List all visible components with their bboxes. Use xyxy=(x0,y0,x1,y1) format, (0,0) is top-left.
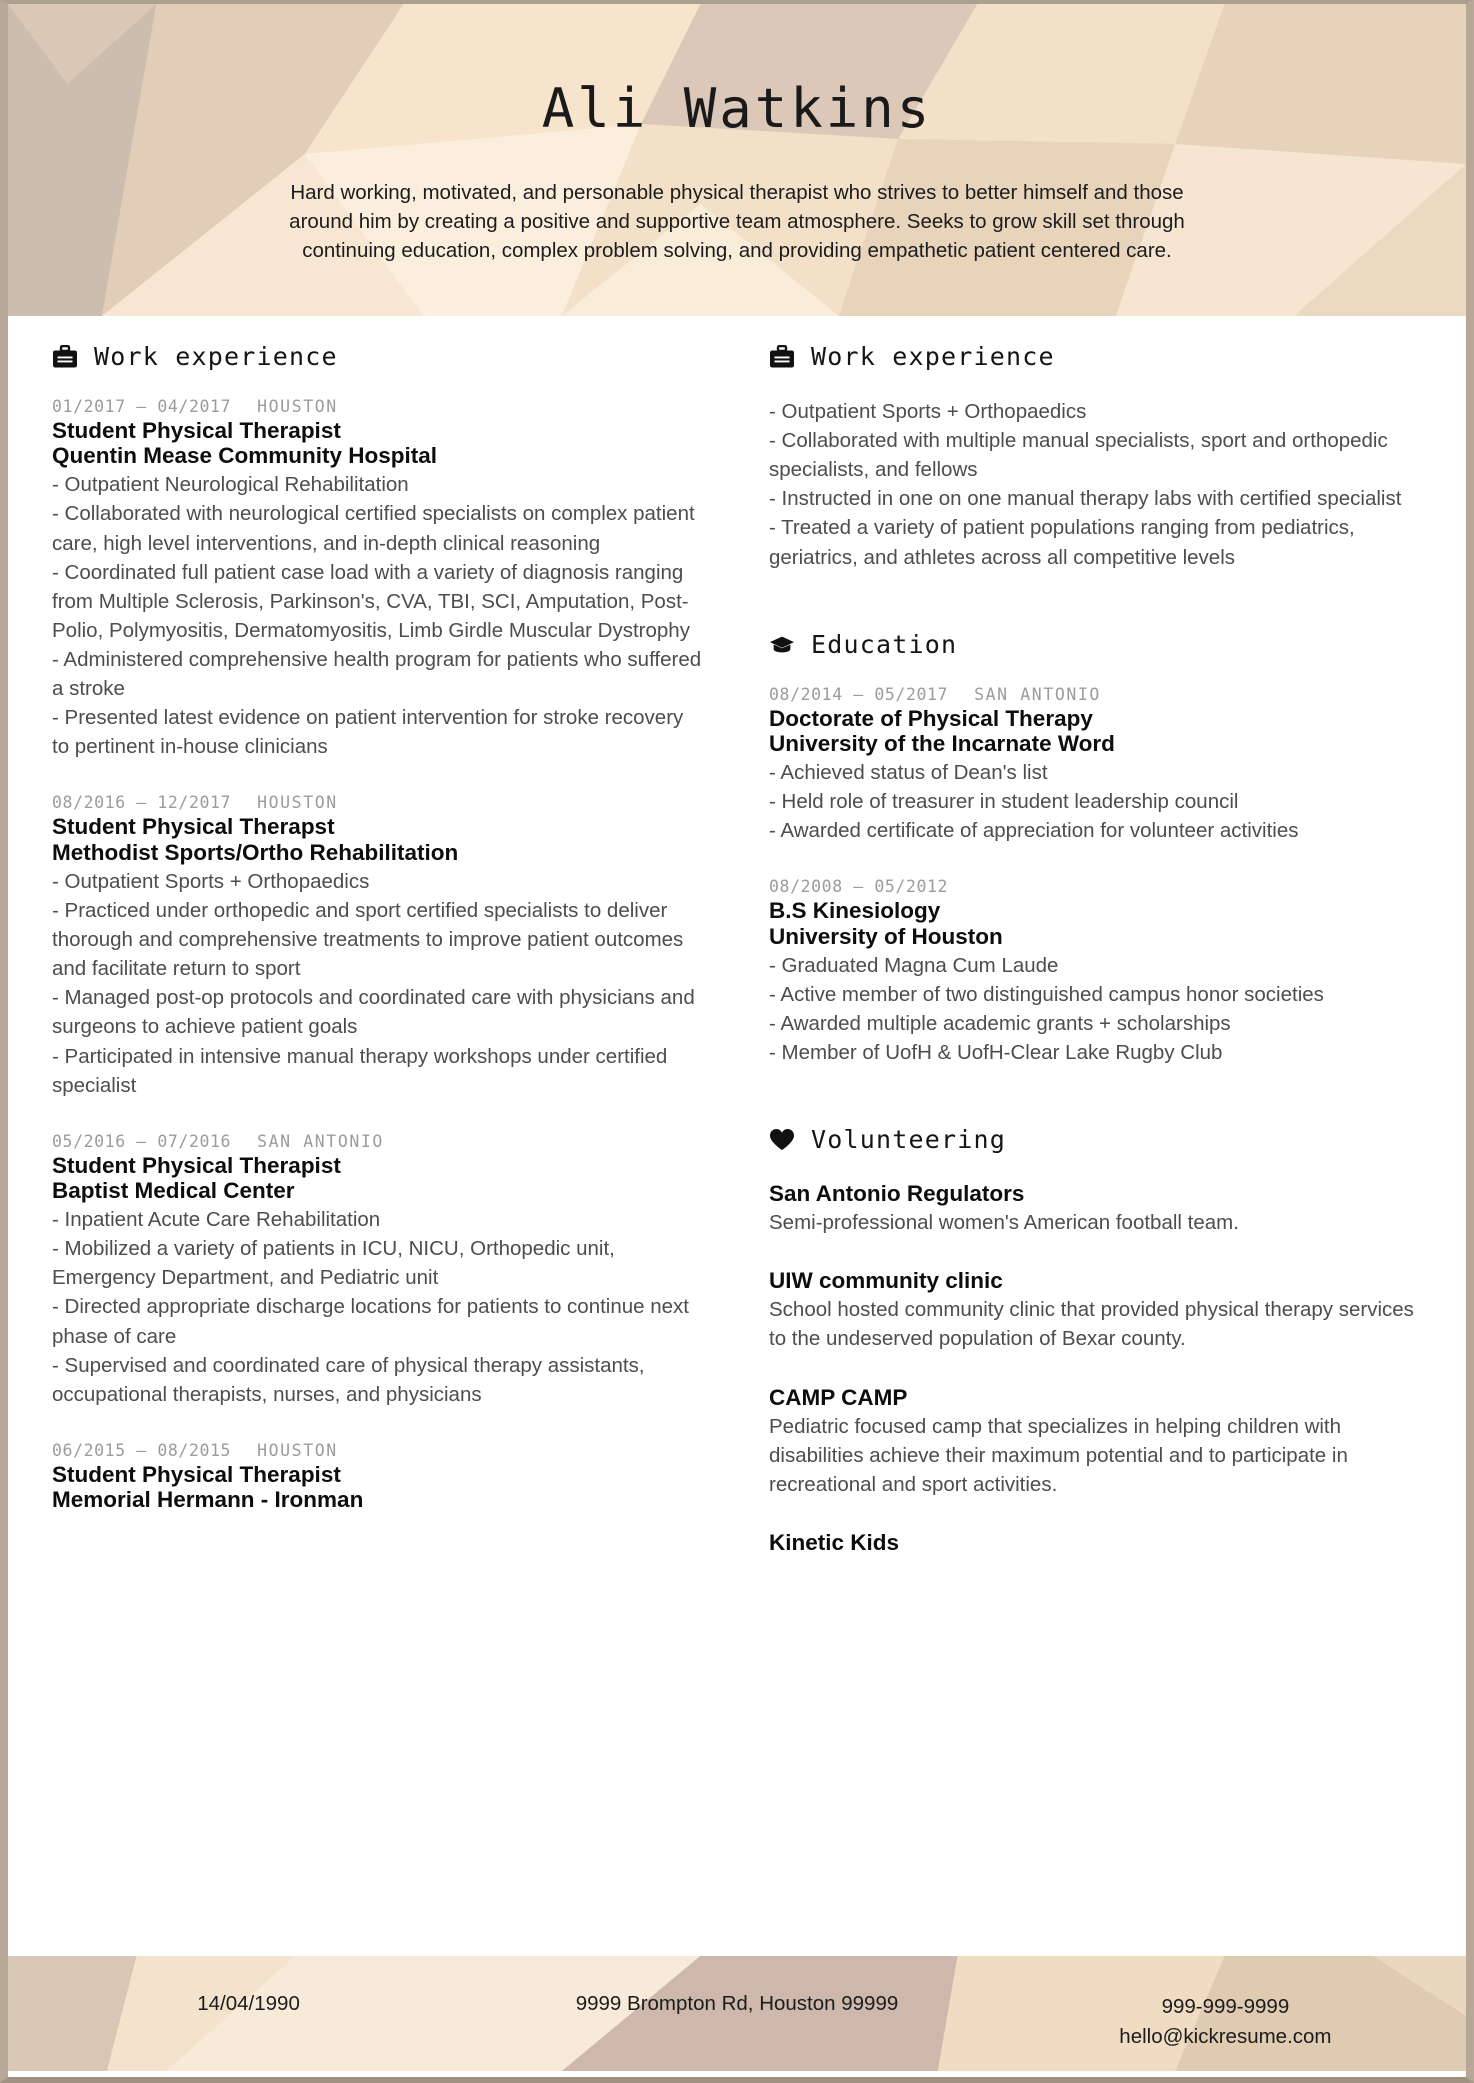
education-entry xyxy=(769,877,1422,1067)
bullet-line: - Mobilized a variety of patients in ICU, NICU, Orthopedic unit, Emergency Department, and Pediatric unit xyxy=(52,1237,615,1290)
volunteering-description: Semi-professional women's American football team. xyxy=(769,1211,1239,1235)
volunteering-entry xyxy=(769,1529,1422,1556)
footer-phone: 999-999-9999 xyxy=(1161,1995,1290,2018)
bullet-line: - Member of UofH & UofH-Clear Lake Rugby Club xyxy=(769,1041,1223,1065)
bullet-line: - Treated a variety of patient populations ranging from pediatrics, geriatrics, and athletes across all competitive levels xyxy=(769,516,1355,569)
bullet-line: - Collaborated with neurological certified specialists on complex patient care, high level interventions, and in-depth clinical reasoning xyxy=(52,502,695,555)
section-title-text: Work experience xyxy=(94,342,338,371)
volunteering-description: School hosted community clinic that provided physical therapy services to the undeserved population of Bexar county. xyxy=(769,1298,1414,1351)
bullet-line: - Graduated Magna Cum Laude xyxy=(769,953,1059,977)
entry-meta xyxy=(52,793,705,812)
resume-footer xyxy=(8,1956,1466,2071)
bullet-line: - Active member of two distinguished campus honor societies xyxy=(769,982,1324,1006)
bullet-line: - Supervised and coordinated care of physical therapy assistants, occupational therapists, nurses, and physicians xyxy=(52,1353,645,1406)
section-title-text: Volunteering xyxy=(811,1125,1007,1155)
right-column xyxy=(737,342,1422,1956)
section-header-education xyxy=(769,630,1422,659)
bullet-line: - Awarded certificate of appreciation for volunteer activities xyxy=(769,819,1299,843)
entry-dates: 08/2016 – 12/2017 xyxy=(52,793,232,813)
volunteering-title: San Antonio Regulators xyxy=(769,1181,1025,1207)
entry-location: HOUSTON xyxy=(257,1440,338,1460)
entry-location: HOUSTON xyxy=(257,793,338,813)
volunteering-description: Pediatric focused camp that specializes in helping children with disabilities achieve their maximum potential and to participate in recreational and sport activities. xyxy=(769,1414,1348,1496)
bullet-line: - Achieved status of Dean's list xyxy=(769,761,1048,785)
entry-role: Student Physical Therapist xyxy=(52,1461,341,1487)
entry-bullets xyxy=(769,951,1422,1067)
section-header-work-experience-left xyxy=(52,342,705,371)
graduation-cap-icon xyxy=(769,631,795,657)
heart-icon xyxy=(769,1127,795,1153)
resume-body xyxy=(8,316,1466,1956)
entry-dates: 08/2008 – 05/2012 xyxy=(769,877,949,897)
work-continuation-bullets xyxy=(769,397,1422,572)
section-header-work-experience-right xyxy=(769,342,1422,371)
entry-bullets xyxy=(52,1205,705,1409)
work-entry xyxy=(52,1441,705,1512)
footer-birthdate: 14/04/1990 xyxy=(197,1992,300,2015)
professional-summary: Hard working, motivated, and personable physical therapist who strives to better himself and those around him by creating a positive and supportive team atmosphere. Seeks to grow skill set through continuing education, complex problem solving, and providing empathetic patient centered care. xyxy=(289,181,1185,263)
bullet-line: - Presented latest evidence on patient intervention for stroke recovery to pertinent in-house clinicians xyxy=(52,706,684,759)
footer-email[interactable]: hello@kickresume.com xyxy=(1119,2024,1332,2048)
entry-dates: 05/2016 – 07/2016 xyxy=(52,1131,232,1151)
section-title-text: Education xyxy=(811,629,958,659)
entry-degree: Doctorate of Physical Therapy xyxy=(769,705,1093,731)
entry-location: SAN ANTONIO xyxy=(257,1131,384,1151)
work-entry xyxy=(52,397,705,761)
bullet-line: - Held role of treasurer in student leadership council xyxy=(769,790,1239,814)
section-header-volunteering xyxy=(769,1125,1422,1154)
volunteering-title: Kinetic Kids xyxy=(769,1529,900,1555)
section-title-text: Work experience xyxy=(811,342,1055,371)
entry-dates: 08/2014 – 05/2017 xyxy=(769,684,949,704)
entry-meta xyxy=(52,397,705,416)
entry-meta xyxy=(769,877,1422,896)
entry-school: University of the Incarnate Word xyxy=(769,730,1115,756)
entry-role: Student Physical Therapist xyxy=(52,418,341,443)
bullet-line: - Awarded multiple academic grants + scholarships xyxy=(769,1011,1231,1035)
entry-bullets xyxy=(52,867,705,1100)
bullet-line: - Administered comprehensive health program for patients who suffered a stroke xyxy=(52,648,702,701)
bullet-line: - Managed post-op protocols and coordinated care with physicians and surgeons to achieve patient goals xyxy=(52,986,695,1039)
bullet-line: - Inpatient Acute Care Rehabilitation xyxy=(52,1208,381,1232)
volunteering-entry xyxy=(769,1384,1422,1499)
entry-location: SAN ANTONIO xyxy=(974,684,1101,704)
entry-dates: 06/2015 – 08/2015 xyxy=(52,1440,232,1460)
work-entry xyxy=(52,793,705,1099)
footer-content xyxy=(8,1956,1466,2071)
volunteering-title: CAMP CAMP xyxy=(769,1384,908,1410)
entry-organization: Baptist Medical Center xyxy=(52,1177,295,1203)
candidate-name: Ali Watkins xyxy=(541,77,933,140)
entry-meta xyxy=(769,685,1422,704)
entry-school: University of Houston xyxy=(769,923,1003,949)
briefcase-icon xyxy=(52,344,78,370)
entry-meta xyxy=(52,1441,705,1460)
entry-role: Student Physical Therapist xyxy=(52,1152,341,1178)
entry-organization: Methodist Sports/Ortho Rehabilitation xyxy=(52,839,459,865)
entry-dates: 01/2017 – 04/2017 xyxy=(52,397,232,416)
volunteering-entry xyxy=(769,1180,1422,1237)
bullet-line: - Outpatient Neurological Rehabilitation xyxy=(52,473,409,497)
header-content xyxy=(8,4,1466,265)
entry-degree: B.S Kinesiology xyxy=(769,898,941,924)
bullet-line: - Instructed in one on one manual therapy labs with certified specialist xyxy=(769,487,1402,511)
briefcase-icon xyxy=(769,344,795,370)
work-entry xyxy=(52,1132,705,1409)
bullet-line: - Coordinated full patient case load with a variety of diagnosis ranging from Multiple Sclerosis, Parkinson's, CVA, TBI, SCI, Amputation, Post-Polio, Polymyositis, Dermatomyositis, Limb Girdle Muscular Dystrophy xyxy=(52,560,690,642)
entry-role: Student Physical Therapst xyxy=(52,814,335,840)
bullet-line: - Participated in intensive manual therapy workshops under certified specialist xyxy=(52,1044,668,1097)
entry-meta xyxy=(52,1132,705,1151)
left-column xyxy=(52,342,737,1956)
bullet-line: - Collaborated with multiple manual specialists, sport and orthopedic specialists, and fellows xyxy=(769,429,1388,482)
entry-organization: Quentin Mease Community Hospital xyxy=(52,443,438,469)
spacer xyxy=(769,604,1422,630)
bullet-line: - Practiced under orthopedic and sport certified specialists to deliver thorough and comprehensive treatments to improve patient outcomes and facilitate return to sport xyxy=(52,898,684,981)
entry-bullets xyxy=(52,470,705,761)
spacer xyxy=(769,1099,1422,1125)
volunteering-title: UIW community clinic xyxy=(769,1268,1003,1294)
volunteering-entry xyxy=(769,1267,1422,1353)
footer-address: 9999 Brompton Rd, Houston 99999 xyxy=(575,1992,899,2015)
entry-location: HOUSTON xyxy=(257,397,338,416)
entry-bullets xyxy=(769,758,1422,845)
bullet-line: - Outpatient Sports + Orthopaedics xyxy=(769,400,1087,423)
education-entry xyxy=(769,685,1422,846)
bullet-line: - Directed appropriate discharge locations for patients to continue next phase of care xyxy=(52,1295,690,1348)
resume-header xyxy=(8,4,1466,316)
bullet-line: - Outpatient Sports + Orthopaedics xyxy=(52,869,370,893)
entry-organization: Memorial Hermann - Ironman xyxy=(52,1487,364,1513)
footer-contact xyxy=(985,1992,1466,2051)
